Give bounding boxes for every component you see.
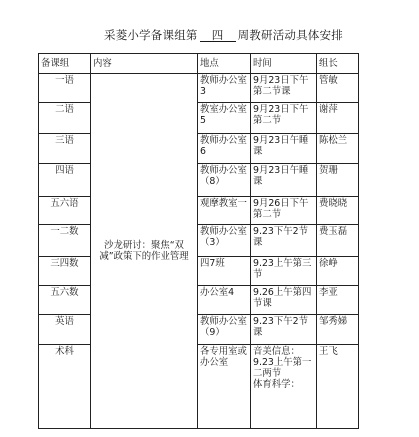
header-time: 时间 [251,54,317,74]
leader-cell: 贺珊 [317,164,359,197]
time-cell: 9.23下午2节课 [251,225,317,257]
time-line-arts: 音美信息：9.23上午第一二两节 [253,346,312,380]
leader-cell: 李亚 [317,285,359,315]
time-cell [251,345,317,429]
header-group: 备课组 [39,54,91,74]
header-leader: 组长 [317,54,359,74]
time-cell: 9月23日午睡课 [251,134,317,164]
table-row [39,134,359,164]
time-line-pe: 体育科学： [253,379,300,391]
place-cell: 教师办公室（8） [198,164,251,197]
table-row [39,164,359,197]
leader-cell: 王飞 [317,345,359,429]
content-cell: 沙龙研讨：聚焦“双减”政策下的作业管理 [91,74,198,429]
group-cell: 四语 [39,164,91,197]
leader-cell: 谢萍 [317,102,359,134]
place-cell: 教师办公室3 [198,74,251,103]
header-row [39,54,359,74]
group-cell: 五六数 [39,285,91,315]
leader-cell: 管敏 [317,74,359,103]
time-cell: 9.23下午2节课 [251,315,317,345]
time-cell: 9月23日下午第二节课 [251,74,317,103]
leader-cell: 徐峥 [317,257,359,286]
group-cell: 三四数 [39,257,91,286]
place-cell: 教师办公室（9） [198,315,251,345]
week-number: 四 [200,29,236,42]
leader-cell: 费晓晓 [317,196,359,225]
time-cell: 9.26上午第四节课 [251,285,317,315]
leader-cell: 邹秀娣 [317,315,359,345]
time-cell: 9月23日下午第二节 [251,102,317,134]
group-cell: 术科 [39,345,91,429]
group-cell: 五六语 [39,196,91,225]
place-cell: 观摩教室一 [198,196,251,225]
table-row [39,102,359,134]
place-cell: 教师办公室（3） [198,225,251,257]
table-row [39,74,359,103]
group-cell: 英语 [39,315,91,345]
time-cell: 9.23上午第三节 [251,257,317,286]
time-cell: 9月23日午睡课 [251,164,317,197]
header-place: 地点 [198,54,251,74]
header-content: 内容 [91,54,198,74]
place-cell: 教室办公室5 [198,102,251,134]
place-cell: 教师办公室6 [198,134,251,164]
place-cell: 各专用室或办公室 [198,345,251,429]
table-row [39,315,359,345]
table-row [39,285,359,315]
leader-cell: 陈松兰 [317,134,359,164]
table-row [39,257,359,286]
title-prefix: 采菱小学备课组第 [104,28,198,42]
page-title [104,27,343,43]
group-cell: 一语 [39,74,91,103]
group-cell: 三语 [39,134,91,164]
title-suffix: 周教研活动具体安排 [237,28,343,42]
time-cell: 9月26日下午第二节 [251,196,317,225]
schedule-table [38,53,359,429]
group-cell: 二语 [39,102,91,134]
place-cell: 四7班 [198,257,251,286]
leader-cell: 费玉磊 [317,225,359,257]
table-row [39,225,359,257]
place-cell: 办公室4 [198,285,251,315]
table-row [39,345,359,429]
table-row [39,196,359,225]
group-cell: 一二数 [39,225,91,257]
